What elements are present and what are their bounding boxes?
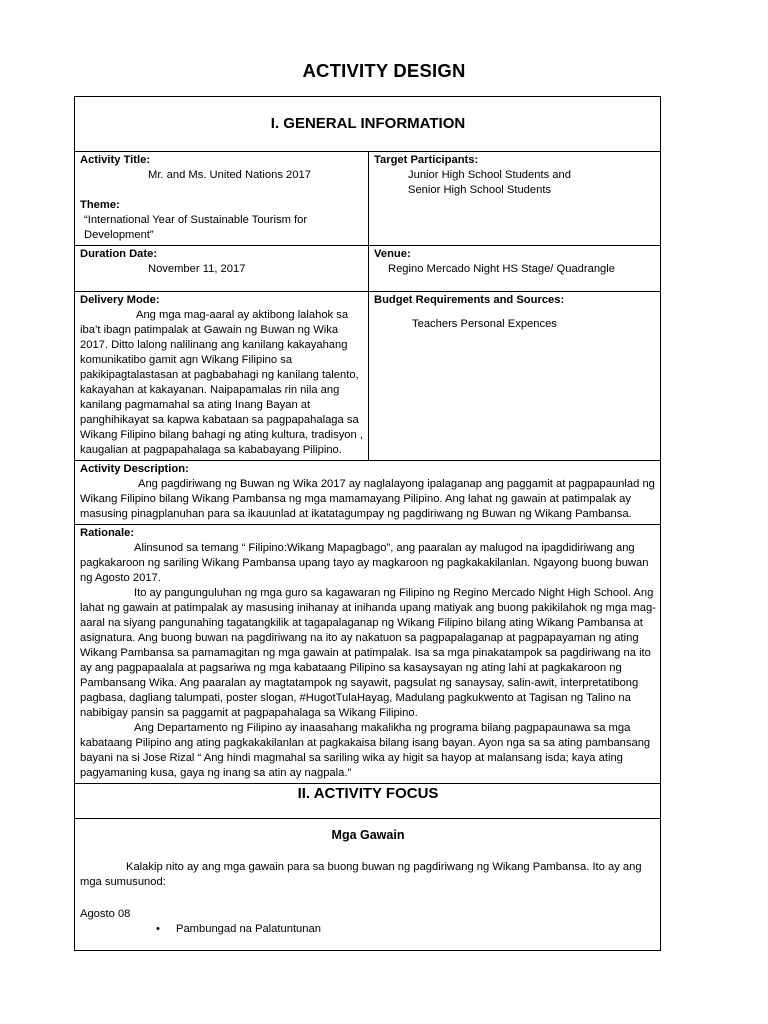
duration-date-label: Duration Date: — [80, 248, 158, 260]
duration-date-value: November 11, 2017 — [148, 263, 246, 275]
title-target-row — [75, 152, 661, 246]
budget-label: Budget Requirements and Sources: — [374, 294, 565, 306]
general-information-header-row — [75, 97, 661, 152]
activity-design-table — [74, 96, 661, 951]
theme-value: “International Year of Sustainable Tourism for Development” — [84, 214, 308, 241]
activity-focus-content-row — [75, 819, 661, 951]
venue-value: Regino Mercado Night HS Stage/ Quadrangle — [388, 263, 615, 275]
mga-gawain-subheading: Mga Gawain — [331, 828, 405, 842]
activity-focus-heading: II. ACTIVITY FOCUS — [75, 784, 661, 819]
rationale-paragraph-3: Ang Departamento ng Filipino ay inaasahang makalikha ng programa bilang pagpapaunawa sa mga kabataang Pilipino ang ating pagkakakilanlan at pagkakaisa bilang isang bayan. Ayon nga sa sa ating pambansang bayani na si Jose Rizal “ Ang hindi magmahal sa sariling wika ay higit sa hayop at malansang isda; kaya ating pagyamaning kusa, gaya ng inang sa atin ay nagpala.” — [80, 722, 651, 779]
activity-focus-header-row — [75, 784, 661, 819]
activity-description-label: Activity Description: — [80, 463, 189, 475]
general-information-heading: I. GENERAL INFORMATION — [75, 97, 661, 152]
list-item — [80, 922, 656, 937]
rationale-row — [75, 525, 661, 784]
rationale-cell — [75, 525, 661, 784]
delivery-budget-row — [75, 292, 661, 461]
theme-label: Theme: — [80, 199, 120, 211]
budget-cell — [369, 292, 661, 461]
delivery-mode-cell — [75, 292, 369, 461]
month-label: Agosto 08 — [80, 908, 131, 920]
target-participants-line1: Junior High School Students and — [408, 169, 571, 181]
venue-cell — [369, 246, 661, 292]
activity-description-cell — [75, 461, 661, 525]
list-item-text: Pambungad na Palatuntunan — [176, 923, 321, 935]
activity-focus-intro: Kalakip nito ay ang mga gawain para sa buong buwan ng pagdiriwang ng Wikang Pambansa. Ito ay ang mga sumusunod: — [80, 861, 642, 888]
activity-title-cell — [75, 152, 369, 246]
rationale-paragraph-2: Ito ay pangunguluhan ng mga guro sa kagawaran ng Filipino ng Regino Mercado Night High School. Ang lahat ng gawain at patimpalak ay masusing inihanay at inihanda upang matiyak ang buong pakikilahok ng mga mag-aaral na siyang pangunahing tagatangkilik at tagapalaganap ng Wikang Filipino bilang ating Wikang Pambansa at asignatura. Ang buong buwan na pagdiriwang na ito ay nakatuon sa pagpapalaganap at pagpapayaman ng ating Wikang Pambansa sa pamamagitan ng mga gawain at patimpalak. Isa sa mga pinakatampok sa pagdiriwang na ito ay ang pagpapaalala at pagsariwa ng mga kabataang Pilipino sa kasaysayan ng ating lahi at pagkakaroon ng Pambansang Wika. Ang paaralan ay magtatampok ng sayawit, pagsulat ng sanaysay, salin-awit, interpretatibong pagbasa, dagliang talumpati, poster slogan, #HugotTulaHayag, Madulang pagkukwento at Tagisan ng Talino na nabibigay pansin sa paggamit at pagpapahalaga sa Wikang Filipino. — [80, 587, 656, 719]
activity-title-label: Activity Title: — [80, 154, 151, 166]
duration-cell — [75, 246, 369, 292]
target-participants-label: Target Participants: — [374, 154, 479, 166]
bullet-icon: • — [156, 923, 160, 935]
budget-value: Teachers Personal Expences — [412, 318, 557, 330]
rationale-label: Rationale: — [80, 527, 135, 539]
duration-venue-row — [75, 246, 661, 292]
activity-description-text: Ang pagdiriwang ng Buwan ng Wika 2017 ay naglalayong ipalaganap ang paggamit at pagpapaunlad ng Wikang Filipino bilang Wikang Pambansa ng mga mamamayang Pilipino. Ang lahat ng gawain at patimpalak ay masusing pinagplanuhan para sa ikauunlad at ikatatagumpay ng pagdiriwang ng Buwan ng Wikang Pambansa. — [80, 478, 655, 520]
delivery-mode-text: Ang mga mag-aaral ay aktibong lalahok sa iba’t ibagn patimpalak at Gawain ng Buwan ng Wika 2017. Ditto lalong nalilinang ang kanilang kakayahang komunikatibo gamit agn Wikang Filipino sa pakikipagtalastasan at pagbabahagi ng kanilang talento, kakayahan at kakayanan. Naipapamalas rin nila ang kanilang pagmamahal sa ating Inang Bayan at panghihikayat sa kapwa kabataan sa pagpapahalaga sa Wikang Filipino bilang bahagi ng ating kultura, tradisyon , kaugalian at pagpapahalaga sa kababayang Pilipino. — [80, 309, 363, 456]
document-title: ACTIVITY DESIGN — [302, 60, 466, 81]
rationale-paragraph-1: Alinsunod sa temang “ Filipino:Wikang Mapagbago”, ang paaralan ay malugod na ipagdidiriwang ang pagkakaroon ng sariling Wikang Pambansa upang tayo ay magkaroon ng pagkakakilanlan. Ngayong buong buwan ng Agosto 2017. — [80, 542, 649, 584]
delivery-mode-label: Delivery Mode: — [80, 294, 160, 306]
target-participants-line2: Senior High School Students — [408, 184, 552, 196]
activity-title-value: Mr. and Ms. United Nations 2017 — [148, 169, 311, 181]
target-participants-cell — [369, 152, 661, 246]
activity-focus-cell — [75, 819, 661, 951]
venue-label: Venue: — [374, 248, 411, 260]
activity-description-row — [75, 461, 661, 525]
